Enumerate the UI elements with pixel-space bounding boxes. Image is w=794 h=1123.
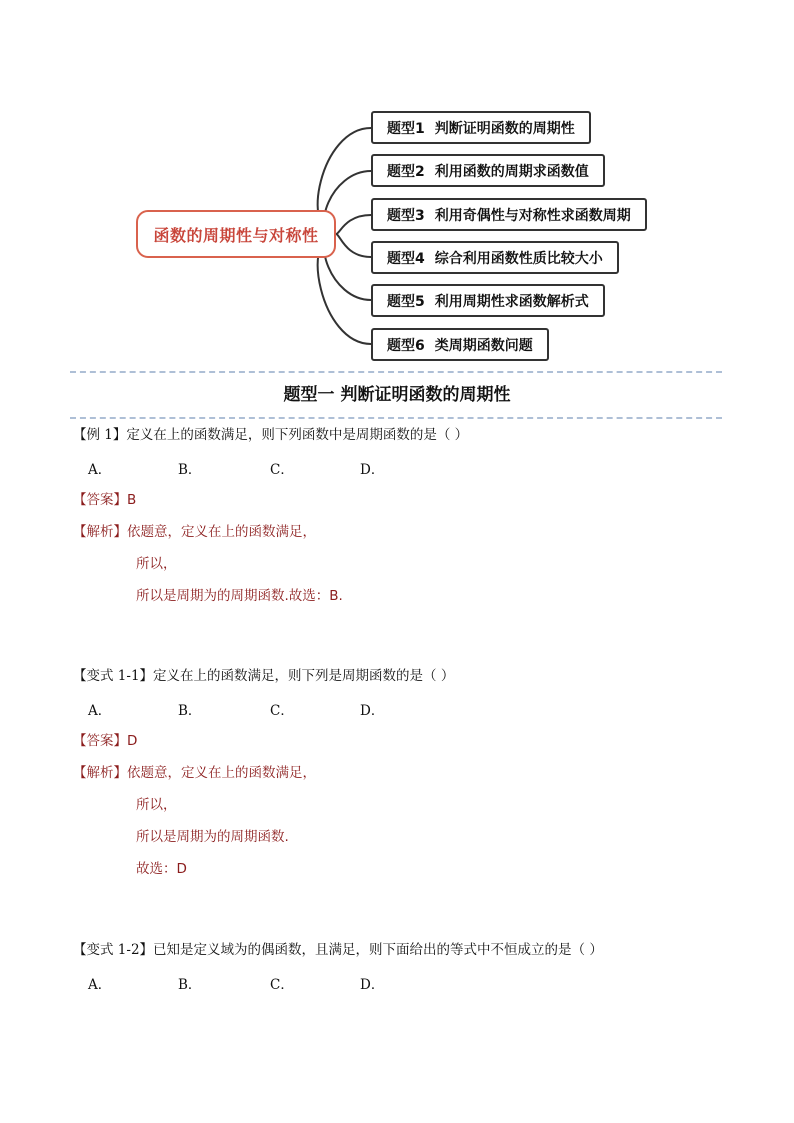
option-a: A．	[88, 703, 112, 719]
option-d: D．	[360, 462, 385, 478]
analysis-step: 所以是周期为的周期函数.	[136, 829, 289, 845]
question-text: 定义在上的函数满足，则下列是周期函数的是（ ）	[153, 668, 455, 684]
answer-value: D	[127, 733, 138, 749]
mind-map-root-label: 函数的周期性与对称性	[153, 225, 319, 245]
section-title: 题型一 判断证明函数的周期性	[283, 385, 511, 405]
option-b: B．	[178, 977, 202, 993]
analysis-step: 所以，	[136, 797, 177, 813]
analysis-text: 依题意，定义在上的函数满足，	[127, 524, 316, 540]
analysis-step: 所以是周期为的周期函数.故选：B.	[136, 588, 343, 604]
branch-id: 题型1	[387, 120, 425, 137]
option-a: A．	[88, 462, 112, 478]
options-row	[73, 973, 733, 993]
branch-node-1	[371, 111, 591, 144]
branch-node-4	[371, 241, 619, 274]
analysis-text: 依题意，定义在上的函数满足，	[127, 765, 316, 781]
question-line	[73, 940, 733, 960]
option-a: A．	[88, 977, 112, 993]
branch-node-3	[371, 198, 647, 231]
branch-label: 利用函数的周期求函数值	[434, 163, 589, 180]
analysis-line	[73, 763, 733, 783]
option-b: B．	[178, 703, 202, 719]
branch-node-2	[371, 154, 605, 187]
branch-id: 题型2	[387, 163, 425, 180]
option-c: C．	[270, 703, 294, 719]
question-line	[73, 425, 733, 445]
question-text: 定义在上的函数满足，则下列函数中是周期函数的是（ ）	[126, 427, 469, 443]
branch-label: 利用奇偶性与对称性求函数周期	[434, 207, 631, 224]
branch-id: 题型3	[387, 207, 425, 224]
connector-4	[336, 234, 371, 257]
analysis-step: 所以，	[136, 556, 177, 572]
mind-map	[0, 0, 794, 370]
option-c: C．	[270, 977, 294, 993]
section-divider-top	[70, 371, 722, 373]
question-tag: 【变式 1-1】	[73, 668, 154, 684]
answer-value: B	[127, 492, 137, 508]
answer-line	[73, 490, 733, 510]
connector-3	[336, 215, 371, 234]
question-tag: 【变式 1-2】	[73, 942, 154, 958]
analysis-tag: 【解析】	[73, 524, 127, 540]
question-line	[73, 666, 733, 686]
options-row	[73, 458, 733, 478]
mind-map-root	[136, 210, 336, 258]
options-row	[73, 699, 733, 719]
analysis-tag: 【解析】	[73, 765, 127, 781]
analysis-line	[73, 522, 733, 542]
problem-variant-1-1	[73, 666, 733, 879]
question-tag: 【例 1】	[73, 427, 127, 443]
branch-node-6	[371, 328, 549, 361]
branch-id: 题型6	[387, 337, 425, 354]
branch-id: 题型4	[387, 250, 425, 267]
option-b: B．	[178, 462, 202, 478]
branch-id: 题型5	[387, 293, 425, 310]
branch-label: 综合利用函数性质比较大小	[434, 250, 603, 267]
branch-label: 判断证明函数的周期性	[434, 120, 575, 137]
question-text: 已知是定义域为的偶函数，且满足，则下面给出的等式中不恒成立的是（ ）	[153, 942, 603, 958]
option-d: D．	[360, 703, 385, 719]
analysis-step: 故选：D	[136, 861, 187, 877]
answer-line	[73, 731, 733, 751]
option-c: C．	[270, 462, 294, 478]
branch-label: 类周期函数问题	[434, 337, 533, 354]
branch-label: 利用周期性求函数解析式	[434, 293, 589, 310]
answer-tag: 【答案】	[73, 492, 127, 508]
branch-node-5	[371, 284, 605, 317]
section-divider-bottom	[70, 417, 722, 419]
problem-variant-1-2	[73, 940, 733, 993]
problem-example-1	[73, 425, 733, 606]
answer-tag: 【答案】	[73, 733, 127, 749]
option-d: D．	[360, 977, 385, 993]
